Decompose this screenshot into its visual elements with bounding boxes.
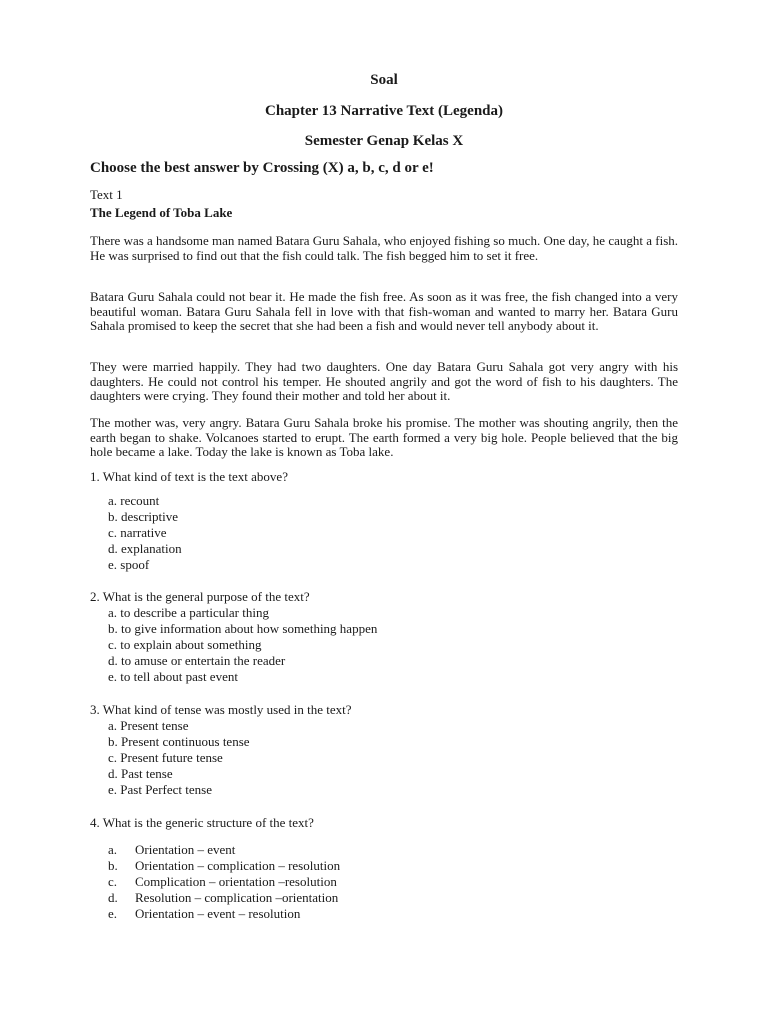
header-soal: Soal <box>370 72 398 88</box>
q4-option-c-letter: c. <box>108 874 118 889</box>
q2-option-e[interactable]: e. to tell about past event <box>108 669 238 684</box>
q1-option-a[interactable]: a. recount <box>108 493 160 508</box>
q3-option-c[interactable]: c. Present future tense <box>108 750 223 765</box>
q4-option-b-letter: b. <box>108 858 118 873</box>
q1-option-b[interactable]: b. descriptive <box>108 509 179 524</box>
paragraph-2: Batara Guru Sahala could not bear it. He made the fish free. As soon as it was free, the fish changed into a very beautiful woman. Batara Guru Sahala fell in love with that fish-woman and wanted to marry her. Batara Guru Sahala promised to keep the secret that she had been a fish and would never tell anybody about it. <box>90 289 678 333</box>
question-4: 4. What is the generic structure of the text? <box>90 815 314 830</box>
q4-option-d-letter: d. <box>108 890 118 905</box>
paragraph-3: They were married happily. They had two daughters. One day Batara Guru Sahala got very angry with his daughters. He could not control his temper. He shouted angrily and got the word of fish to his daughters. The daughters were crying. They found their mother and told her about it. <box>90 359 678 403</box>
text-label: Text 1 <box>90 187 123 202</box>
question-2: 2. What is the general purpose of the text? <box>90 589 310 604</box>
q3-option-d[interactable]: d. Past tense <box>108 766 173 781</box>
chapter-title: Chapter 13 Narrative Text (Legenda) <box>264 103 504 119</box>
q1-option-d[interactable]: d. explanation <box>108 541 182 556</box>
q3-option-b[interactable]: b. Present continuous tense <box>108 734 250 749</box>
q3-option-e[interactable]: e. Past Perfect tense <box>108 782 212 797</box>
q2-option-c[interactable]: c. to explain about something <box>108 637 262 652</box>
q4-option-c-text: Complication – orientation –resolution <box>135 874 337 889</box>
q1-option-e[interactable]: e. spoof <box>108 557 150 572</box>
q3-option-a[interactable]: a. Present tense <box>108 718 189 733</box>
question-1: 1. What kind of text is the text above? <box>90 469 288 484</box>
question-3: 3. What kind of tense was mostly used in the text? <box>90 702 352 717</box>
q2-option-d[interactable]: d. to amuse or entertain the reader <box>108 653 286 668</box>
paragraph-1: There was a handsome man named Batara Guru Sahala, who enjoyed fishing so much. One day, he caught a fish. He was surprised to find out that the fish could talk. The fish begged him to set it free. <box>90 233 678 263</box>
q4-option-d-text: Resolution – complication –orientation <box>135 890 339 905</box>
q1-option-c[interactable]: c. narrative <box>108 525 167 540</box>
paragraph-4: The mother was, very angry. Batara Guru Sahala broke his promise. The mother was shouting angrily, then the earth began to shake. Volcanoes started to erupt. The earth formed a very big hole. People believed that the big hole became a lake. Today the lake is known as Toba lake. <box>90 415 678 459</box>
q4-option-b-text: Orientation – complication – resolution <box>135 858 341 873</box>
q4-option-e-text: Orientation – event – resolution <box>135 906 301 921</box>
semester-title: Semester Genap Kelas X <box>304 133 464 149</box>
q2-option-a[interactable]: a. to describe a particular thing <box>108 605 269 620</box>
instruction: Choose the best answer by Crossing (X) a, b, c, d or e! <box>90 160 434 176</box>
q4-option-a-text: Orientation – event <box>135 842 236 857</box>
q4-option-e-letter: e. <box>108 906 118 921</box>
story-title: The Legend of Toba Lake <box>90 205 233 220</box>
q2-option-b[interactable]: b. to give information about how something happen <box>108 621 378 636</box>
q4-option-a-letter: a. <box>108 842 118 857</box>
